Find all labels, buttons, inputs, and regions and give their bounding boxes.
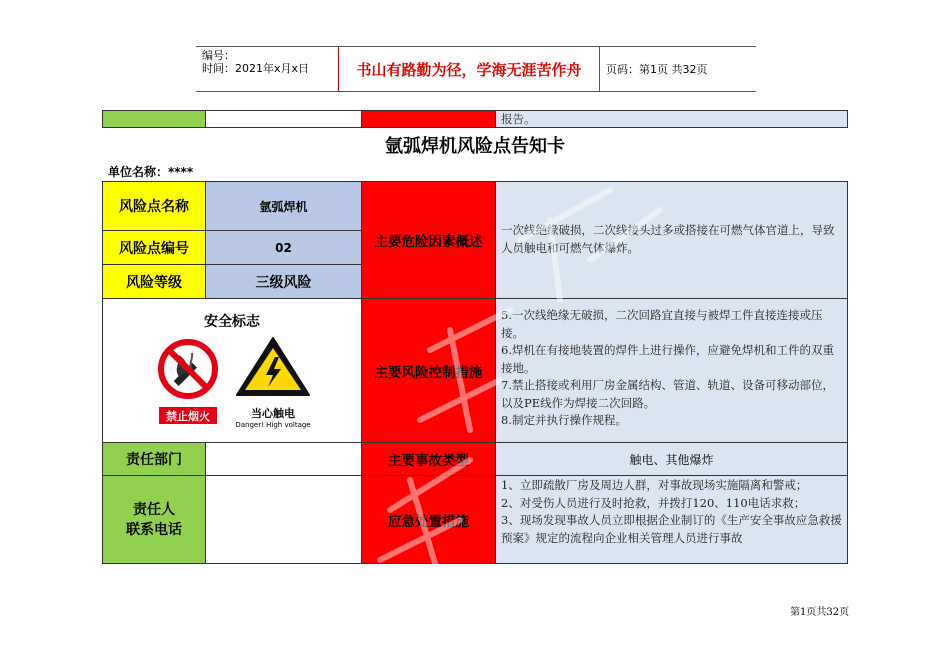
hazard-label: 主要危险因素概述 <box>361 181 496 299</box>
safety-sign-panel <box>102 298 362 443</box>
risk-no-value: 02 <box>205 230 362 265</box>
dept-value <box>205 442 362 476</box>
high-voltage-icon <box>233 335 313 399</box>
strip-red-cell <box>361 110 496 128</box>
risk-no-label: 风险点编号 <box>102 230 206 265</box>
time-label: 时间：2021年x月x日 <box>202 62 310 75</box>
strip-text-cell: 报告。 <box>495 110 848 128</box>
risk-name-value: 氩弧焊机 <box>205 181 362 231</box>
dept-label: 责任部门 <box>102 442 206 476</box>
safety-sign-label: 安全标志 <box>204 314 260 330</box>
unit-name: 单位名称：**** <box>108 165 194 179</box>
control-item: 7.禁止搭接或利用厂房金属结构、管道、轨道、设备可移动部位，以及PE线作为焊接二次回路。 <box>501 378 834 410</box>
page-header <box>196 46 756 92</box>
no-fire-sign-text: 禁止烟火 <box>166 409 210 423</box>
footer-page-number: 第1页共32页 <box>790 607 850 618</box>
header-info <box>196 47 338 91</box>
person-value <box>205 475 362 564</box>
hazard-text: 一次线绝缘破损，二次线接头过多或搭接在可燃气体官道上，导致人员触电和可燃气体爆炸。 <box>495 181 848 299</box>
shock-sign-text: 当心触电 <box>251 407 295 420</box>
control-item: 6.焊机在有接地装置的焊件上进行操作，应避免焊机和工件的双重接地。 <box>501 343 834 375</box>
emergency-item: 1、立即疏散厂房及周边人群，对事故现场实施隔离和警戒； <box>501 478 808 492</box>
control-item: 5.一次线绝缘无破损，二次回路宜直接与被焊工件直接连接或压接。 <box>501 308 823 340</box>
shock-sign-en: Danger! High voltage <box>235 421 311 429</box>
no-fire-sign <box>153 337 223 427</box>
emergency-item: 3、现场发现事故人员立即根据企业制订的《生产安全事故应急救援预案》规定的流程向企业相关管理人员进行事故 <box>501 513 842 545</box>
number-label: 编号： <box>202 49 235 62</box>
emergency-label: 应急处置措施 <box>361 475 496 564</box>
card-title: 氩弧焊机风险点告知卡 <box>385 136 565 157</box>
accident-value: 触电、其他爆炸 <box>495 442 848 476</box>
strip-green-cell <box>102 110 206 128</box>
risk-level-label: 风险等级 <box>102 264 206 299</box>
header-motto: 书山有路勤为径，学海无涯苦作舟 <box>338 47 600 91</box>
risk-level-value: 三级风险 <box>205 264 362 299</box>
header-page-code: 页码：第1页 共32页 <box>606 63 708 76</box>
control-list <box>495 298 848 443</box>
control-label: 主要风险控制措施 <box>361 298 496 443</box>
strip-white-cell <box>205 110 362 128</box>
person-label: 责任人 联系电话 <box>102 475 206 564</box>
accident-label: 主要事故类型 <box>361 442 496 476</box>
control-item: 8.制定并执行操作规程。 <box>501 413 627 427</box>
emergency-item: 2、对受伤人员进行及时抢救，并拨打120、110电话求救； <box>501 495 806 510</box>
shock-warning-sign <box>233 335 313 429</box>
emergency-list <box>495 475 848 564</box>
risk-name-label: 风险点名称 <box>102 181 206 231</box>
